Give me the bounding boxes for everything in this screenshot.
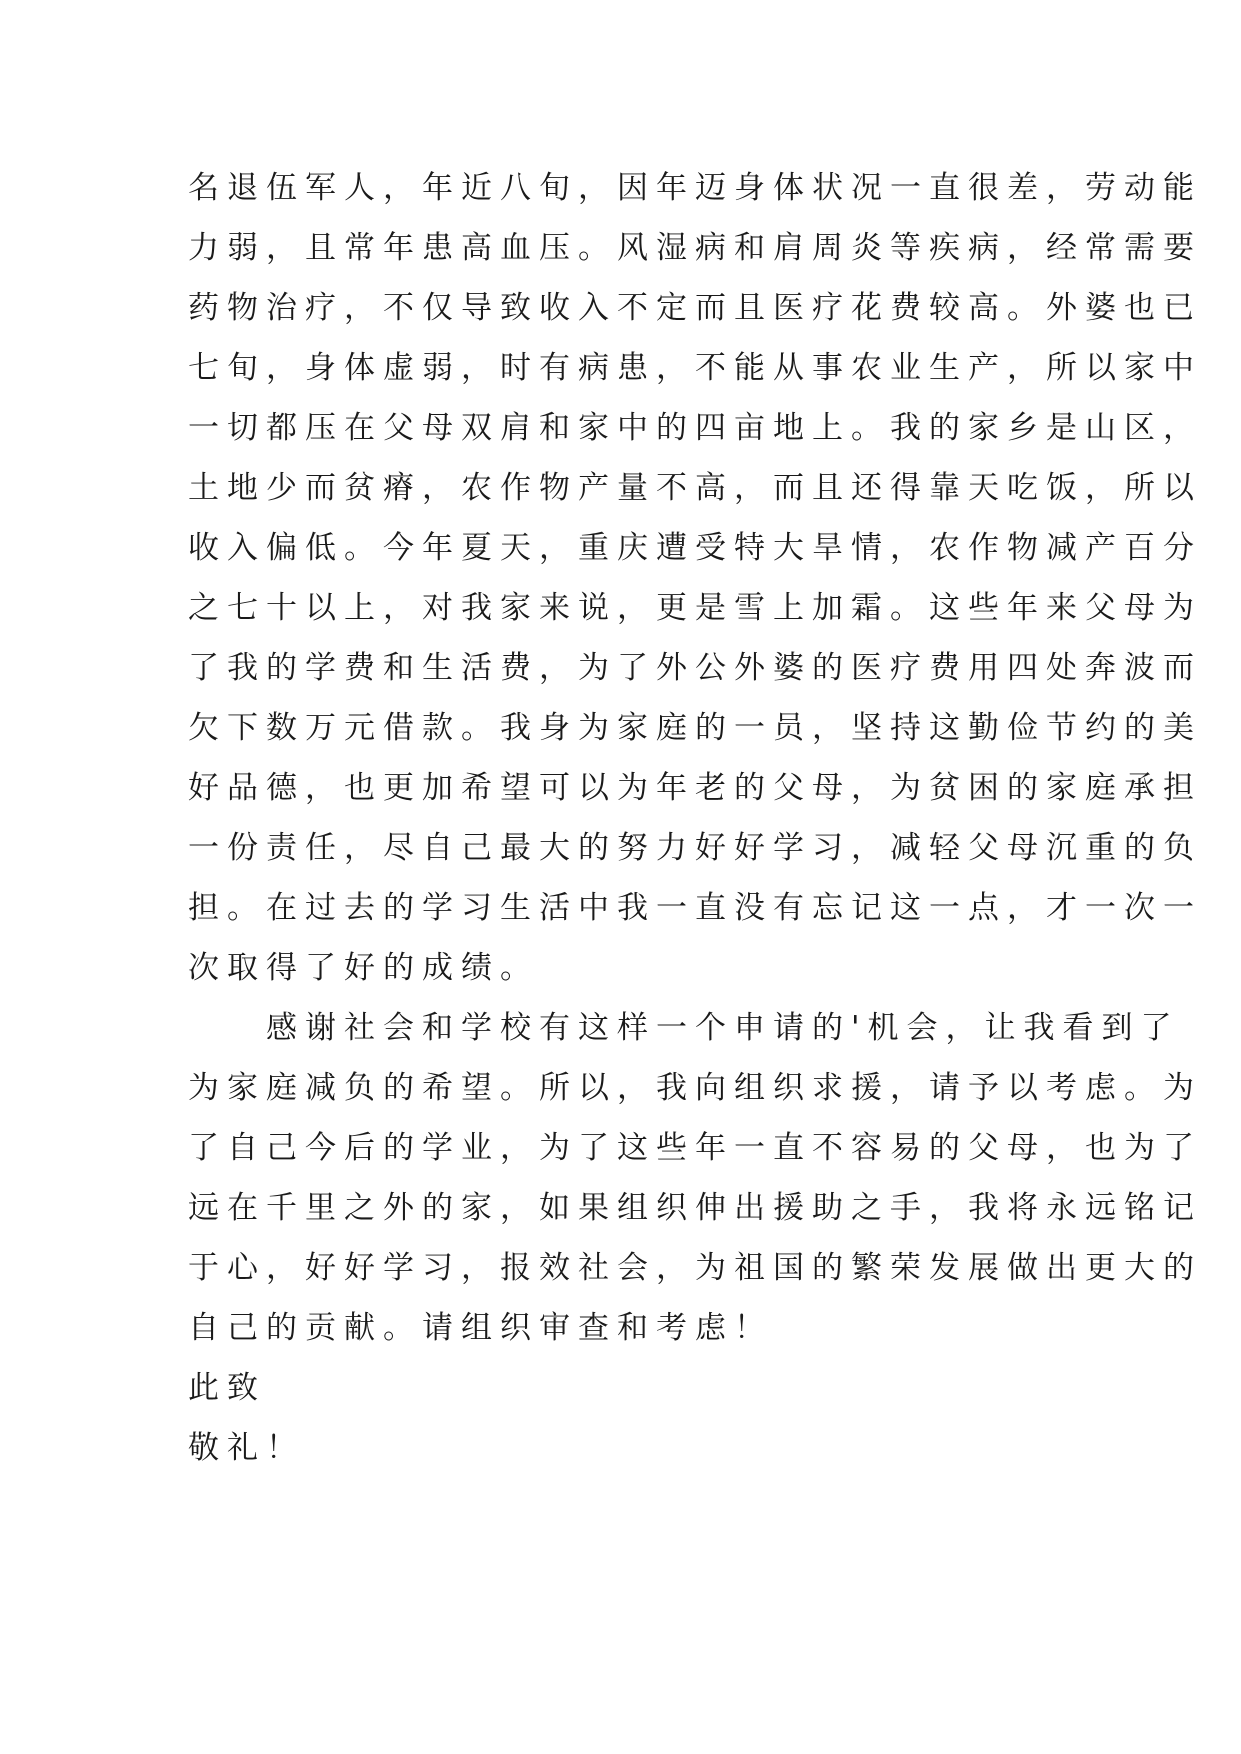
text-line: 一份责任，尽自己最大的努力好好学习，减轻父母沉重的负 xyxy=(188,830,1202,866)
text-line: 名退伍军人，年近八旬，因年迈身体状况一直很差，劳动能 xyxy=(188,170,1202,206)
text-line: 为家庭减负的希望。所以，我向组织求援，请予以考虑。为 xyxy=(188,1070,1202,1106)
text-line: 担。在过去的学习生活中我一直没有忘记这一点，才一次一 xyxy=(188,890,1202,926)
text-line: 了我的学费和生活费，为了外公外婆的医疗费用四处奔波而 xyxy=(188,650,1202,686)
text-line: 力弱，且常年患高血压。风湿病和肩周炎等疾病，经常需要 xyxy=(188,230,1202,266)
text-line: 自己的贡献。请组织审查和考虑！ xyxy=(188,1310,773,1346)
text-line: 七旬，身体虚弱，时有病患，不能从事农业生产，所以家中 xyxy=(188,350,1202,386)
letter-body xyxy=(188,158,1202,1478)
text-line: 于心，好好学习，报效社会，为祖国的繁荣发展做出更大的 xyxy=(188,1250,1202,1286)
text-line: 一切都压在父母双肩和家中的四亩地上。我的家乡是山区， xyxy=(188,410,1202,446)
text-line: 之七十以上，对我家来说，更是雪上加霜。这些年来父母为 xyxy=(188,590,1202,626)
text-line: 土地少而贫瘠，农作物产量不高，而且还得靠天吃饭，所以 xyxy=(188,470,1202,506)
closing-salutation: 此致 xyxy=(188,1370,266,1406)
text-line: 收入偏低。今年夏天，重庆遭受特大旱情，农作物减产百分 xyxy=(188,530,1202,566)
closing-regards: 敬礼！ xyxy=(188,1430,305,1466)
text-line: 欠下数万元借款。我身为家庭的一员，坚持这勤俭节约的美 xyxy=(188,710,1202,746)
text-line: 次取得了好的成绩。 xyxy=(188,950,539,986)
text-line: 药物治疗，不仅导致收入不定而且医疗花费较高。外婆也已 xyxy=(188,290,1202,326)
text-line: 远在千里之外的家，如果组织伸出援助之手，我将永远铭记 xyxy=(188,1190,1202,1226)
paragraph-start-line: 感谢社会和学校有这样一个申请的'机会，让我看到了 xyxy=(188,1010,1180,1046)
text-line: 了自己今后的学业，为了这些年一直不容易的父母，也为了 xyxy=(188,1130,1202,1166)
text-line: 好品德，也更加希望可以为年老的父母，为贫困的家庭承担 xyxy=(188,770,1202,806)
